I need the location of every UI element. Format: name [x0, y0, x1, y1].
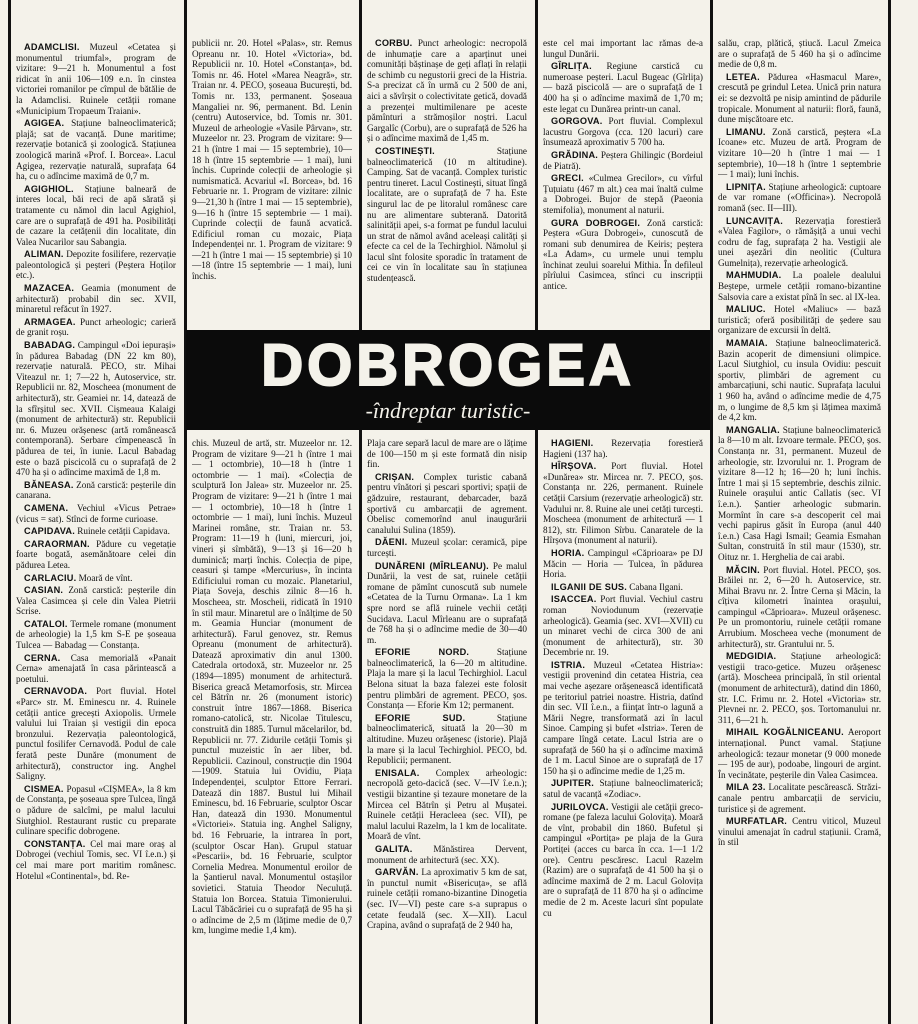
entry-text: Punct arheologic: necropolă de inhumație care a aparținut unei comunități băștinașe de geți aflați în relații de schimb cu negustorii greci de la Histria. S-a precizat că în urmă cu 2 500 de ani, aici a săvîrșit o colectivitate getică, dovadă a prezenței multimilenare pe aceste pămînturi a strămoșilor noștri. Lacul Gargalîc (Corbu), are o suprafață de 526 ha și o adîncime maximă de 1,45 m.	[367, 38, 527, 144]
entry-heading: MURFATLAR.	[726, 816, 788, 827]
entry-text: Muzeul școlar: ceramică, pipe turcești.	[367, 537, 527, 558]
entry-heading: MAZACEA.	[24, 283, 75, 294]
entry-text: Regiune carstică cu numeroase peșteri. Lacul Bugeac (Gîrlița) — bază piscicolă — are o suprafață de 1 400 ha și o adîncime maximă de 1,70 m; este legat cu Dunărea printr-un canal.	[543, 61, 703, 114]
guide-entry	[718, 651, 881, 725]
guide-entry	[543, 802, 703, 919]
guide-entry	[367, 647, 527, 711]
entry-heading: MIHAIL KOGĂLNICEANU.	[726, 727, 844, 738]
entry-heading: CARAORMAN.	[24, 538, 90, 549]
entry-text: Pădurea «Hasmacul Mare», crescută pe grindul Letea. Unică prin natura ei: se dezvoltă pe nisip amintind de pădurile tropicale. Monument al naturii: floră, faună, dune mișcătoare etc.	[718, 71, 881, 125]
guide-entry	[543, 594, 703, 658]
guide-entry	[367, 561, 527, 646]
column-3-bottom	[367, 438, 527, 1020]
entry-heading: GRECI.	[551, 173, 584, 184]
banner-subtitle: -îndreptar turistic-	[365, 398, 531, 423]
entry-text: Centru viticol, Muzeul vinului amenajat în cadrul stațiunii. Cramă, în stil	[718, 816, 881, 848]
entry-text: Vestigii ale cetății greco-romane (pe faleza lacului Golovița). Moară de vînt, probabil din 1860. Bufetul și campingul «Portița» pe plaja de la Gura Portiței (acces cu barca în cca. 1—1 1/2 ore). Centru pescăresc. Lacul Razelm (Razim) are o suprafață de 41 500 ha și o adîncime maximă de 2 m. Lacul Golovița are o suprafață de 11 870 ha și o adîncime medie de 2 m. Aceste lacuri sînt populate cu	[543, 801, 703, 918]
entry-text: Port fluvial. Complexul lacustru Gorgova (cca. 120 lacuri) care însumează aproximativ 5 700 ha.	[543, 116, 703, 148]
entry-text: Vechiul «Vicus Petrae» (vicus = sat). Stînci de forme curioase.	[16, 502, 176, 524]
guide-entry	[543, 778, 703, 799]
guide-entry	[718, 425, 881, 563]
column-rule	[359, 0, 362, 330]
guide-entry	[718, 782, 881, 814]
guide-entry	[16, 653, 176, 685]
guide-entry	[16, 42, 176, 116]
entry-text: Geamia (monument de arhitectură) probabil din sec. XVII, minaretul refăcut în 1927.	[16, 283, 176, 315]
entry-heading: DUNĂRENI (MÎRLEANU).	[375, 560, 489, 571]
entry-text: Punct arheologic; carieră de granit roșu.	[16, 316, 176, 338]
entry-heading: JURILOVCA.	[551, 801, 609, 812]
entry-text: «Culmea Grecilor», cu vîrful Țuțuiatu (467 m alt.) cea mai înaltă culme a Dobrogei. Bujor de stepă (Paeonia stemifolia), monument al naturii.	[543, 173, 703, 215]
column-rule	[888, 0, 891, 1024]
column-2-top	[192, 38, 352, 326]
entry-text: Peștera Ghilingic (Bordeiul de Piatră).	[543, 149, 703, 171]
guide-entry	[367, 438, 527, 470]
entry-text: Stațiune arheologică: cuptoare de var romane («Officina»). Necropolă romană (sec. II—III).	[718, 181, 881, 213]
guide-entry	[543, 38, 703, 59]
entry-text: Aeroport internațional. Punct vamal. Stațiune arheologică: tezaur monetar (9 000 monede — 195 de aur), podoabe, lingouri de argint. În vecinătate, peșterile din Valea Casimcea.	[718, 727, 881, 780]
entry-text: Campingul «Căprioara» pe DJ Măcin — Horia — Tulcea, în pădurea Horia.	[543, 547, 703, 580]
entry-text: este cel mai important lac rămas de-a lungul Dunării.	[543, 38, 703, 59]
guide-entry	[718, 182, 881, 214]
guide-entry	[543, 218, 703, 292]
guide-entry	[543, 150, 703, 171]
entry-text: Stațiune balneoclimaterică; satul de vacanță «Zodiac».	[543, 778, 703, 799]
entry-text: Rezervația forestieră «Valea Fagilor», o rămășiță a unui vechi codru de fag, suprafața 2 ha. Vestigii ale unei așezări din neolitic (Cultura Gumelnița), rezervație arheologică.	[718, 215, 881, 268]
banner-title: DOBROGEA	[261, 333, 635, 398]
entry-heading: GÎRLIȚA.	[551, 61, 592, 72]
entry-text: Stațiune balneoclimaterică; plajă; sat de vacanță. Dune maritime; rezervație botanică și zoologică. Stațiunea zoologică marină «Prof. I. Borcea». Lacul Agigea, rezervație naturală, suprafața 64 ha, cu o adîncime maximă de 0,7 m.	[16, 118, 176, 182]
entry-text: Stațiune balneoclimaterică (10 m altitudine). Camping. Sat de vacanță. Complex turistic pentru tineret. Lacul Costinești, situat lîngă localitate, are o suprafață de 7 ha. Este singurul lac de pe litoralul românesc care nu are alimentare subterană. Datorită salinității apei, s-a format pe fundul lacului un strat de nămol având aceleași calități și efecte ca cel de la Techirghiol. Nămolul și lacul sînt folosite sporadic în tratament de cei ce vin în localitate sau în stațiunea studențească.	[367, 145, 527, 284]
entry-text: Stațiune balneoclimaterică la 8—10 m alt. Izvoare termale. PECO, șos. Constanța nr. 31, permanent. Muzeul de arheologie, str. Izvorului nr. 1. Program de vizitare 8—12 h; 16—20 h; luni închis. Între 1 mai și 15 septembrie, deschis zilnic. Ruinele orașului antic Callatis (sec. VI î.e.n.). Șantier arheologic submarin. Mormînt în care s-a descoperit cel mai vechi papirus găsit în Europa (anul 440 î.e.n.) Casa Hagi Ismail; Geamia Esmahan Sultan, construită în stil maur (1530), str. Oituz nr. 1. Herghelia de cai arabi.	[718, 424, 881, 562]
guide-entry	[543, 660, 703, 777]
entry-text: Port fluvial. Hotel. PECO, șos. Brăilei nr. 2, 6—20 h. Autoservice, str. Mihai Bravu nr. 2. Între Cerna și Măcin, la cîțiva kilometri înaintea orașului, campingul «Căprioara». Muzeul orășenesc. Pe un promontoriu, ruinele cetății romane Arrubium. Moscheea veche (monument de arhitectură), str. Grantului nr. 5.	[718, 564, 881, 649]
entry-heading: GARVĂN.	[375, 867, 419, 878]
entry-text: Hotel «Maliuc» — bază turistică; oferă posibilități de ședere sau organizare de excursii în deltă.	[718, 304, 881, 336]
entry-heading: MAHMUDIA.	[726, 270, 782, 281]
entry-heading: EFORIE NORD.	[375, 647, 470, 658]
entry-heading: CISMEA.	[24, 783, 64, 794]
entry-heading: ALIMAN.	[24, 249, 64, 260]
entry-heading: CRIȘAN.	[375, 471, 415, 482]
guide-entry	[16, 526, 176, 537]
column-rule	[710, 0, 713, 1024]
guide-entry	[16, 573, 176, 584]
entry-heading: ISACCEA.	[551, 594, 597, 605]
entry-heading: CASIAN.	[24, 585, 64, 596]
guide-entry	[543, 438, 703, 459]
entry-text: Complex turistic cabană pentru vînători și pescari sportivi; spații de gădzuire, restaurant, debarcader, bază sportivă cu ambarcații de agrement. Obelisc comemorînd anul inaugurării canalului Sulina (1859).	[367, 471, 527, 535]
entry-heading: CERNAVODA.	[24, 686, 88, 697]
guide-entry	[367, 472, 527, 536]
entry-text: La aproximativ 5 km de sat, în punctul numit «Bisericuța», se află ruinele cetății romano-bizantine Dinogetia (sec. IV—VI) peste care s-a suprapus o cetate feudală (sec. X—XII). Lacul Crapina, având o suprafață de 2 940 ha,	[367, 867, 527, 931]
guide-entry	[16, 480, 176, 501]
entry-heading: HORIA.	[551, 547, 585, 558]
entry-text: Rezervația forestieră Hagieni (137 ha).	[543, 438, 703, 459]
entry-heading: MILA 23.	[726, 782, 766, 793]
guide-entry	[718, 565, 881, 650]
entry-text: Cabana Ilgani.	[629, 581, 683, 592]
entry-heading: ISTRIA.	[551, 659, 586, 670]
entry-text: Termele romane (monument de arheologie) la 1,5 km S-E pe șoseaua Tulcea — Babadag — Constanța.	[16, 618, 176, 651]
entry-heading: CERNA.	[24, 652, 61, 663]
entry-heading: CORBU.	[375, 38, 413, 48]
entry-text: Zonă carstică, peștera «La Icoane» etc. Muzeu de artă. Program de vizitare 10—20 h (între 1 mai — 1 septembrie), 10—18 h (între 1 septembrie — 1 mai); luni închis.	[718, 126, 881, 180]
guide-entry	[367, 768, 527, 842]
entry-heading: GALITA.	[375, 843, 413, 854]
entry-heading: GURA DOBROGEI.	[551, 217, 641, 228]
guide-entry	[16, 118, 176, 182]
entry-heading: ENISALA.	[375, 767, 420, 778]
entry-text: Stațiune arheologică: vestigii traco-getice. Muzeu orășenesc (artă). Moscheea principală, în stil oriental (monument de arhitectură), datind din 1860, str. I.C. Frimu nr. 2. Hotel «Victoria» str. Plevnei nr. 2. PECO, șos. Tortomanului nr. 311, 6—21 h.	[718, 651, 881, 725]
guide-entry	[367, 867, 527, 931]
entry-text: Pe malul Dunării, la vest de sat, ruinele cetății romane de pămînt cunoscută sub numele «Cetatea de la Turnu Ormana». La 1 km spre nord se află ruinele vechii cetăți Sucidava. Lacul Mîrleanu are o suprafață de 768 ha și o adîncime medie de 30—40 m.	[367, 560, 527, 645]
entry-heading: JUPITER.	[551, 778, 594, 789]
guide-entry	[16, 619, 176, 651]
guide-entry	[718, 216, 881, 269]
guide-entry	[543, 548, 703, 580]
entry-text: Muzeul «Cetatea Histria»: vestigii provenind din cetatea Histria, cea mai veche așezare orășenească identificată pe teritoriul patriei noastre. Histria, datînd din sec. VII î.e.n., a fiinţat într-o lagună a Mării Negre, transformată azi în lacul Sinoe. Camping și bufet «Istria». Teren de campare lîngă cetate. Lacul Istria are o suprafață de 560 ha și o adîncime maximă de 1 m. Lacul Sinoe are o suprafață de 17 150 ha și o adîncime medie de 1,25 m.	[543, 659, 703, 776]
entry-heading: GRĂDINA.	[551, 149, 599, 160]
entry-text: Mănăstirea Dervent, monument de arhitectură (sec. XX).	[367, 843, 527, 865]
guide-entry	[16, 839, 176, 881]
entry-text: Localitate pescărească. Străzi-canale pentru ambarcații de serviciu, turistice și de agrement.	[718, 782, 881, 814]
entry-heading: BABADAG.	[24, 340, 76, 351]
entry-heading: MĂCIN.	[726, 564, 760, 575]
entry-heading: LIPNIȚA.	[726, 181, 766, 192]
entry-heading: ARMAGEA.	[24, 316, 76, 327]
guide-entry	[16, 317, 176, 338]
guide-entry	[367, 38, 527, 144]
entry-heading: MALIUC.	[726, 304, 766, 315]
guide-entry	[192, 438, 352, 936]
entry-text: Muzeul «Cetatea și monumentul triumfal», program de vizitare: 9—21 h. Monumentul a fost ridicat în anii 106—109 e.n. în cinstea victoriei romanilor pe cîmpul de bătălie de la Adamclisi. Ruinele cetății romane «Municipium Tropaeum Traiani».	[16, 42, 176, 116]
guide-entry	[192, 38, 352, 282]
column-rule	[535, 0, 538, 330]
entry-heading: COSTINEȘTI.	[375, 145, 435, 156]
entry-text: Stațiune balneoclimaterică, situată la 20—30 m altitudine. Muzeu orășenesc (istorie). Plajă la mare și la lacul Techirghiol. PECO, bd. Republicii; permanent.	[367, 712, 527, 766]
guide-entry	[16, 249, 176, 281]
entry-text: Campingul «Doi iepurași» în pădurea Babadag (DN 22 km 80), rezervație naturală. PECO, str. Mihai Viteazul nr. 1; 7—22 h, Autoservice, str. Republicii nr. 82, Moscheea (monument de arhitectură), str. Geamiei nr. 14, datează de la sfîrșitul sec. XVII. Cișmeaua Kalaigi (monument de arhitectură) str. Republicii nr. 6. Muzeu orășenesc (artă românească contemporană). Serbare cîmpenească în pădurea de tei, în iunie. Lacul Babadag este o bază piscicolă cu o suprafață de 2 470 ha și o adîncime maximă de 1,8 m.	[16, 340, 176, 478]
column-rule	[359, 430, 362, 1024]
entry-heading: HAGIENI.	[551, 438, 594, 448]
column-1	[16, 42, 176, 1020]
guide-entry	[367, 146, 527, 284]
entry-text: La poalele dealului Beștepe, urmele cetății romano-bizantine Salsovia care a existat pînă în sec. al IX-lea.	[718, 270, 881, 302]
guide-entry	[16, 340, 176, 478]
guide-entry	[543, 116, 703, 148]
entry-heading: GORGOVA.	[551, 116, 603, 127]
entry-heading: BĂNEASA.	[24, 479, 74, 490]
entry-heading: ADAMCLISI.	[24, 42, 80, 52]
entry-heading: DĂENI.	[375, 537, 408, 548]
entry-text: Zonă carstică: Peștera «Gura Dobrogei», cunoscută de romani sub denumirea de Keiris; peștera «La Adam», cu urmele unui templu închinat zeului soarelui Mithia. În defileul pîrîului Casimcea, stînci cu inscripții antice.	[543, 217, 703, 292]
entry-text: Port fluvial. Hotel «Parc» str. M. Eminescu nr. 4. Ruinele cetății antice grecești Axiopolis. Urmele valului lui Traian și vestigii din epoca bronzului. Rezervația paleontologică, punctul fosilifer Cernavodă. Podul de cale ferată peste Dunăre (monument de arhitectură), constructor ing. Anghel Saligny.	[16, 686, 176, 782]
guide-entry	[543, 173, 703, 215]
entry-text: salău, crap, plătică, știucă. Lacul Zmeica are o suprafață de 5 460 ha și o adîncime medie de 0,8 m.	[718, 38, 881, 70]
guide-entry	[718, 727, 881, 780]
entry-text: publicii nr. 20. Hotel «Palas», str. Remus Opreanu nr. 10. Hotel «Victoria», bd. Republicii nr. 10. Hotel «Constanța», bd. Tomis nr. 46. Hotel «Marea Neagră», str. Traian nr. 4. PECO, șoseaua București, bd. Tomis nr. 133, permanent. Șoseaua Mangaliei nr. 96, permanent. Bd. Lenin (centru) Autoservice, bd. Tomis nr. 301. Muzeul de arheologie «Vasile Pârvan», str. Muzeelor nr. 23. Program de vizitare: 9—21 h (între 1 mai — 15 septembrie), 10—18 h (între 15 septembrie — 1 mai), luni închis. Cuprinde colecții de arheologie și numismatică. Acvariul «I. Borcea», bd. 16 Februarie nr. 1. Program de vizitare: zilnic 9—21,30 h (între 1 mai — 15 septembrie), 9—16 h (între 15 septembrie — 1 mai). Cuprinde colecții de faună acvatică. Edificiul roman cu mozaic, Piața Independenței nr. 1. Program de vizitare: 9—21 h (între 1 mai — 15 septembrie) și 10—18 (între 15 septembrie — 1 mai), luni închis.	[192, 38, 352, 282]
entry-text: Complex arheologic: necropolă geto-dacică (sec. V—IV î.e.n.); vestigii bizantine și tezaure monetare de la Mircea cel Bătrîn și Petru al Mușatei. Ruinele cetății Heracleea (sec. VII), pe malul lacului Razelm, la 1 km de localitate. Moară de vînt.	[367, 767, 527, 842]
guide-entry	[718, 38, 881, 70]
column-2-bottom	[192, 438, 352, 1020]
entry-heading: HÎRȘOVA.	[551, 461, 597, 472]
guide-entry	[718, 270, 881, 302]
entry-text: Plaja care separă lacul de mare are o lățime de 100—150 m și este formată din nisip fin.	[367, 438, 527, 470]
guide-entry	[16, 184, 176, 248]
entry-text: Stațiune balneară de interes local, băi reci de apă sărată și tratamente cu nămol din lacul Agighiol, care are o suprafață de 491 ha. Posibilități de cazare la cetățenii din localitate, din Valea Nucarilor sau Sabangia.	[16, 183, 176, 247]
entry-text: Pădure cu vegetație foarte bogată, asemănătoare celei din pădurea Letea.	[16, 538, 176, 570]
guide-entry	[16, 585, 176, 617]
entry-heading: CONSTANȚA.	[24, 838, 86, 849]
guide-entry	[16, 784, 176, 837]
entry-heading: MEDGIDIA.	[726, 651, 777, 662]
guide-entry	[367, 844, 527, 865]
entry-text: Moară de vînt.	[78, 572, 133, 583]
column-rule	[184, 0, 187, 1024]
guide-entry	[718, 72, 881, 125]
entry-text: Zonă carstică: peșterile din Valea Casimcea și cele din Valea Pietrii Scrise.	[16, 585, 176, 617]
entry-heading: EFORIE SUD.	[375, 712, 466, 723]
entry-text: Stațiune balneoclimaterică. Bazin acoperit de dimensiuni olimpice. Lacul Siutghiol, cu insula Ovidiu: pescuit sportiv, plimbări de agrement cu ambarcațiuni, schi nautic. Suprafața lacului 1 960 ha, având o adîncime medie de 4,75 m, o lungime de 8,5 km și lățimea maximă de 4,2 km.	[718, 338, 881, 423]
entry-text: Casa memorială «Panait Cerna» amenajată în casa părintească a poetului.	[16, 652, 176, 684]
guide-entry	[543, 61, 703, 114]
entry-text: Port fluvial. Vechiul castru roman Noviodunum (rezervație arheologică). Geamia (sec. XVI—XVII) cu un minaret vechi de circa 300 de ani (monument de arhitectură), str. 30 Decembrie nr. 19.	[543, 594, 703, 658]
entry-heading: MANGALIA.	[726, 424, 780, 435]
entry-heading: AGIGHIOL.	[24, 183, 74, 194]
guide-entry	[367, 537, 527, 558]
entry-heading: AGIGEA.	[24, 118, 65, 129]
entry-text: Zonă carstică: peșterile din canarana.	[16, 479, 176, 501]
entry-heading: LUNCAVIȚA.	[726, 215, 783, 226]
column-5	[718, 38, 881, 1020]
entry-text: Cel mai mare oraș al Dobrogei (vechiul Tomis, sec. VI î.e.n.) și cel mai mare port maritim românesc. Hotelul «Continental», bd. Re-	[16, 838, 176, 881]
guide-entry	[718, 816, 881, 848]
column-rule	[535, 430, 538, 1024]
entry-heading: CATALOI.	[24, 618, 68, 629]
entry-heading: LIMANU.	[726, 126, 766, 137]
guide-entry	[543, 582, 703, 593]
guide-entry	[718, 304, 881, 336]
entry-heading: CAMENA.	[24, 502, 69, 513]
entry-text: Depozite fosilifere, rezervație paleontologică și peșteri (Peștera Hoților etc.).	[16, 249, 176, 281]
entry-heading: LETEA.	[726, 71, 760, 82]
guide-entry	[16, 686, 176, 781]
guide-entry	[367, 713, 527, 766]
title-banner	[186, 330, 710, 430]
column-4-bottom	[543, 438, 703, 1020]
entry-text: Port fluvial. Hotel «Dunărea» str. Mircea nr. 7. PECO, șos. Constanța nr. 226, permanent. Ruinele cetății Carsium (rezervație arheologică) str. Vadului nr. 8. Ruine ale unei cetăți turcești. Moscheea (monument de arhitectură — 1 812), str. Filimon Sîrbu. Canaratele de la Hîrșova (monument al naturii).	[543, 461, 703, 546]
guide-entry	[718, 127, 881, 180]
entry-text: Stațiune balneoclimaterică, la 6—20 m altitudine. Plaja la mare și la lacul Techirghiol. Lacul Belona situat la baza falezei este folosit pentru plimbări de agrement. PECO, șos. Constanța — Eforie Km 12; permanent.	[367, 647, 527, 711]
guide-entry	[543, 461, 703, 546]
entry-text: Ruinele cetății Capidava.	[77, 526, 170, 537]
entry-heading: CAPIDAVA.	[24, 526, 75, 537]
entry-text: Popasul «CIȘMEA», la 8 km de Constanța, pe șoseaua spre Tulcea, lîngă o pădure de salcîmi, pe malul lacului Siutghiol. Restaurant rustic cu preparate culinare specific dobrogene.	[16, 783, 176, 837]
entry-heading: CARLACIU.	[24, 572, 77, 583]
guide-entry	[16, 503, 176, 524]
column-4-top	[543, 38, 703, 326]
entry-heading: MAMAIA.	[726, 338, 768, 349]
guide-entry	[718, 338, 881, 423]
guide-entry	[16, 283, 176, 315]
entry-heading: ILGANII DE SUS.	[551, 581, 627, 592]
entry-text: chis. Muzeul de artă, str. Muzeelor nr. 12. Program de vizitare 9—21 h (între 1 mai — 1 octombrie), 10—18 h (între 1 octombrie — 1 mai). «Colecția de sculptură Ion Jalea» str. Muzeelor nr. 25. Program de vizitare: 9—21 h (între 1 mai — 1 octombrie), 10—18 h (între 1 octombrie — 1 mai), luni închis. Muzeul Marinei române, str. Traian nr. 53. Program: 11—19 h (luni, miercuri, joi, vineri și sîmbătă), 9—13 și 16—20 h duminică; marți închis. Colecția de pipe, ceasuri și tampe «Mercurius», în incinta Edificiului roman cu mozaic. Planetariul, Piața Soveja, deschis zilnic 8—16 h. Moscheea, str. Moscheii, ridicată în 1910 în stil maur. Minaretul are o înălțime de 50 m. Geamia Hunciar (monument de arhitectură). Farul genovez, str. Remus Opreanu (monument de arhitectură). Datează aproximativ din anul 1300. Catedrala ortodoxă, str. Muzeelor nr. 25 (1894—1895) monument de arhitectură. Biserica greacă Metamorfosis, str. Mircea cel Bătrîn nr. 26 (monument istoric) construit între 1867—1868. Biserica romano-catolică, str. Nicolae Titulescu, construită din 1885. Turnul măcelarilor, bd. Republicii nr. 77. Zidurile cetății Tomis și punctul muzeistic în aer liber, bd. Republicii. Cazinoul, construcție din 1904—1909. Statuia lui Ovidiu, Piața Independenței, sculptor Ettore Ferrari. Datează din 1887. Bustul lui Mihail Eminescu, bd. 16 Februarie, sculptor Oscar Han, datează din 1930. Monumentul «Victoriei». Statuia ing. Anghel Saligny, bd. 16 Februarie, la intrarea în port, (sculptor Oscar Han). Grupul statuar «Pescarii», bd. 16 Februarie, sculptor Cornelia Medrea. Monumentul eroilor de la Șantierul naval. Monumentul ostașilor sovietici. Statuia Theodor Neculuță. Statuia lon Borcea. Statuia Timonierului. Lacul Tăbăcăriei cu o suprafață de 95 ha și o adîncime de 2,5 m (lățime medie de 0,7 km, lungime medie 1,4 km).	[192, 438, 352, 936]
column-3-top	[367, 38, 527, 326]
guide-entry	[16, 539, 176, 571]
column-rule	[8, 0, 11, 1024]
